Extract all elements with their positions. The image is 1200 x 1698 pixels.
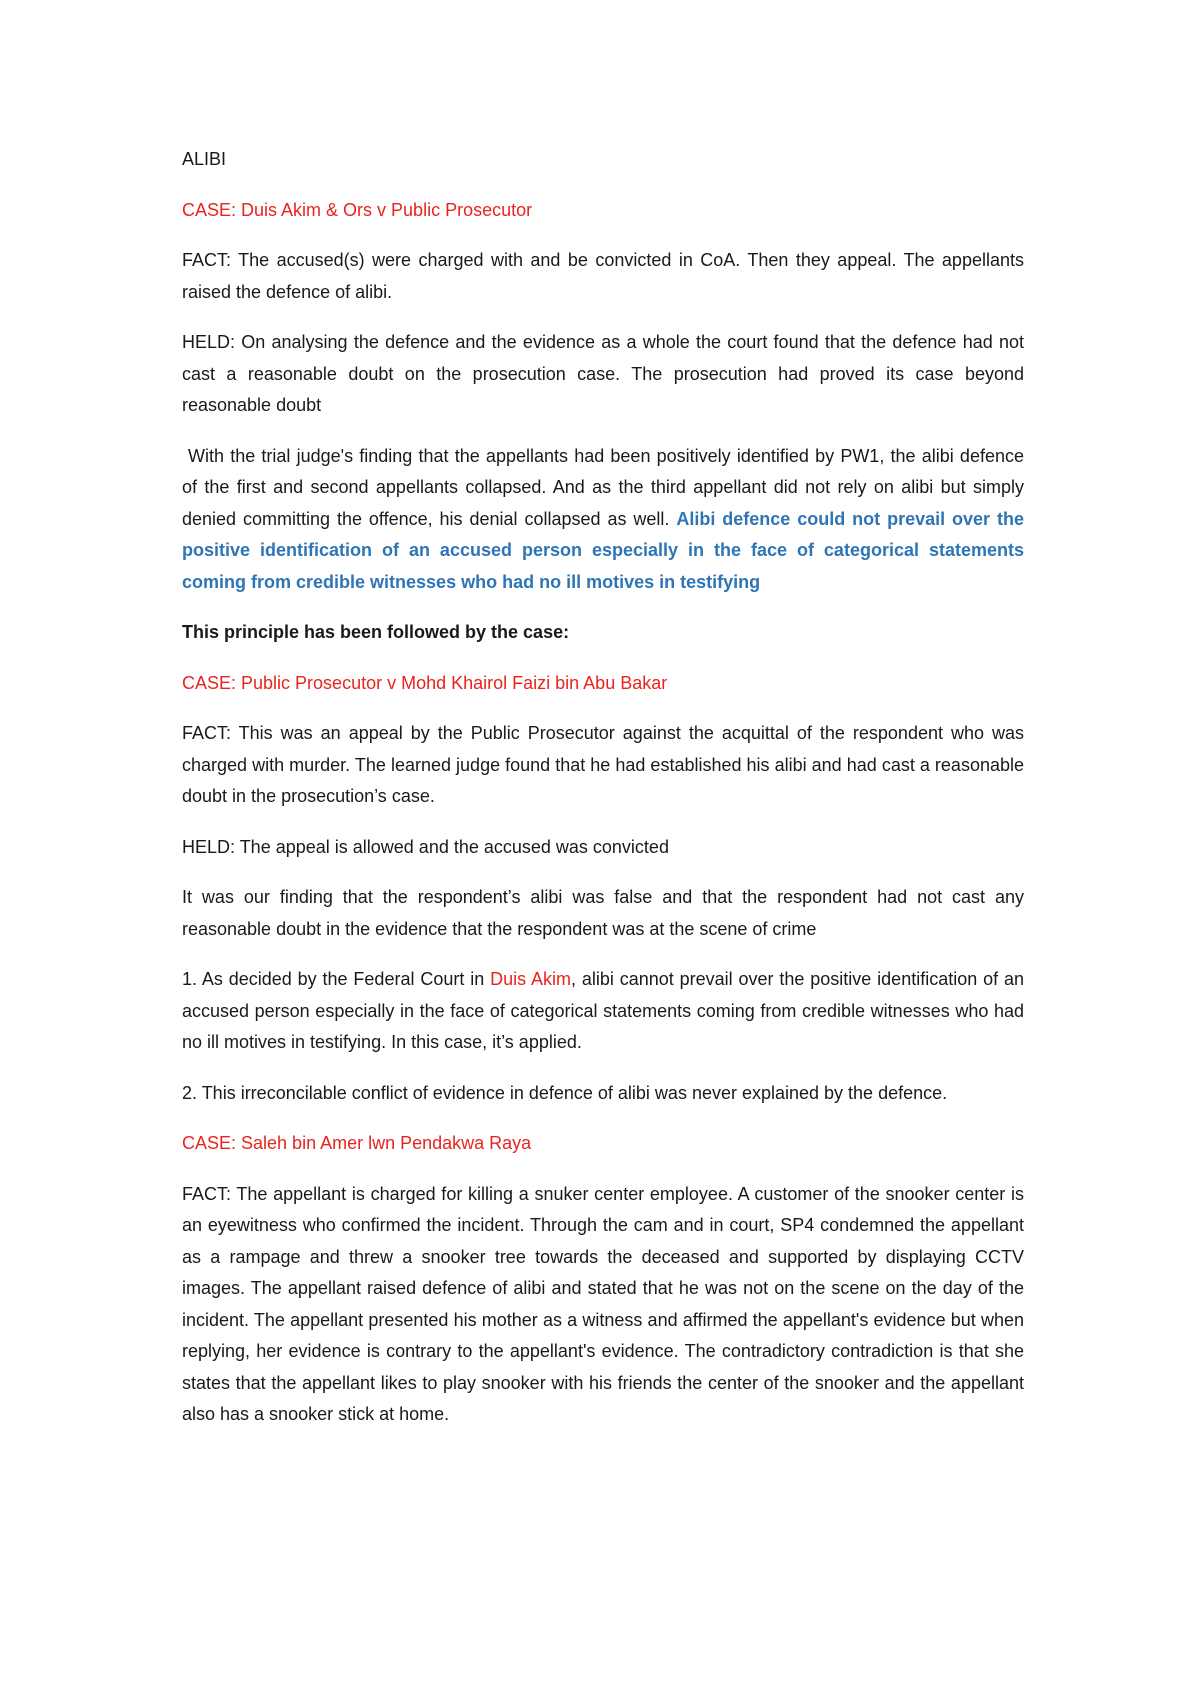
case1-reasoning-text: With the trial judge's finding that the appellants had been positively identified by PW1, the alibi defence of the first and second appellants collapsed. And as the third appellant did not rely on alibi but simply denied committing the offence, his denial collapsed as well. [182,445,1024,529]
case2-point-1 [182,964,1024,1059]
case-heading-saleh-bin-amer: CASE: Saleh bin Amer lwn Pendakwa Raya [182,1133,532,1153]
case1-fact: FACT: The accused(s) were charged with and be convicted in CoA. Then they appeal. The appellants raised the defence of alibi. [182,250,1024,302]
case-heading-khairol-faizi: CASE: Public Prosecutor v Mohd Khairol Faizi bin Abu Bakar [182,672,668,693]
case2-point-2: 2. This irreconcilable conflict of evidence in defence of alibi was never explained by the defence. [182,1082,948,1103]
case1-principle-highlight: Alibi defence could not prevail over the positive identification of an accused person especially in the face of categorical statements coming from credible witnesses who had no ill motives in testifying [182,508,1024,592]
case2-point-1-case-ref: Duis Akim [490,969,571,989]
case1-reasoning [182,441,1024,599]
case1-held: HELD: On analysing the defence and the evidence as a whole the court found that the defence had not cast a reasonable doubt on the prosecution case. The prosecution had proved its case beyond reasonable doubt [182,332,1024,415]
case2-point-1-suffix: , alibi cannot prevail over the positive identification of an accused person especially in the face of categorical statements coming from credible witnesses who had no ill motives in testifying. In this case, it’s applied. [182,969,1024,1052]
case2-held: HELD: The appeal is allowed and the accused was convicted [182,836,669,857]
case2-fact: FACT: This was an appeal by the Public Prosecutor against the acquittal of the respondent who was charged with murder. The learned judge found that he had established his alibi and had cast a reasonable doubt in the prosecution’s case. [182,723,1024,806]
principle-followed-note: This principle has been followed by the case: [182,622,570,642]
case-heading-duis-akim: CASE: Duis Akim & Ors v Public Prosecutor [182,199,533,220]
case2-finding: It was our finding that the respondent’s alibi was false and that the respondent had not cast any reasonable doubt in the evidence that the respondent was at the scene of crime [182,887,1024,939]
document-title: ALIBI [182,149,227,169]
case2-point-1-prefix: 1. As decided by the Federal Court in [182,969,491,989]
case3-fact: FACT: The appellant is charged for killing a snuker center employee. A customer of the snooker center is an eyewitness who confirmed the incident. Through the cam and in court, SP4 condemned the appellant as a rampage and threw a snooker tree towards the deceased and supported by displaying CCTV images. The appellant raised defence of alibi and stated that he was not on the scene on the day of the incident. The appellant presented his mother as a witness and affirmed the appellant's evidence but when replying, her evidence is contrary to the appellant's evidence. The contradictory contradiction is that she states that the appellant likes to play snooker with his friends the center of the snooker and the appellant also has a snooker stick at home. [182,1183,1024,1424]
